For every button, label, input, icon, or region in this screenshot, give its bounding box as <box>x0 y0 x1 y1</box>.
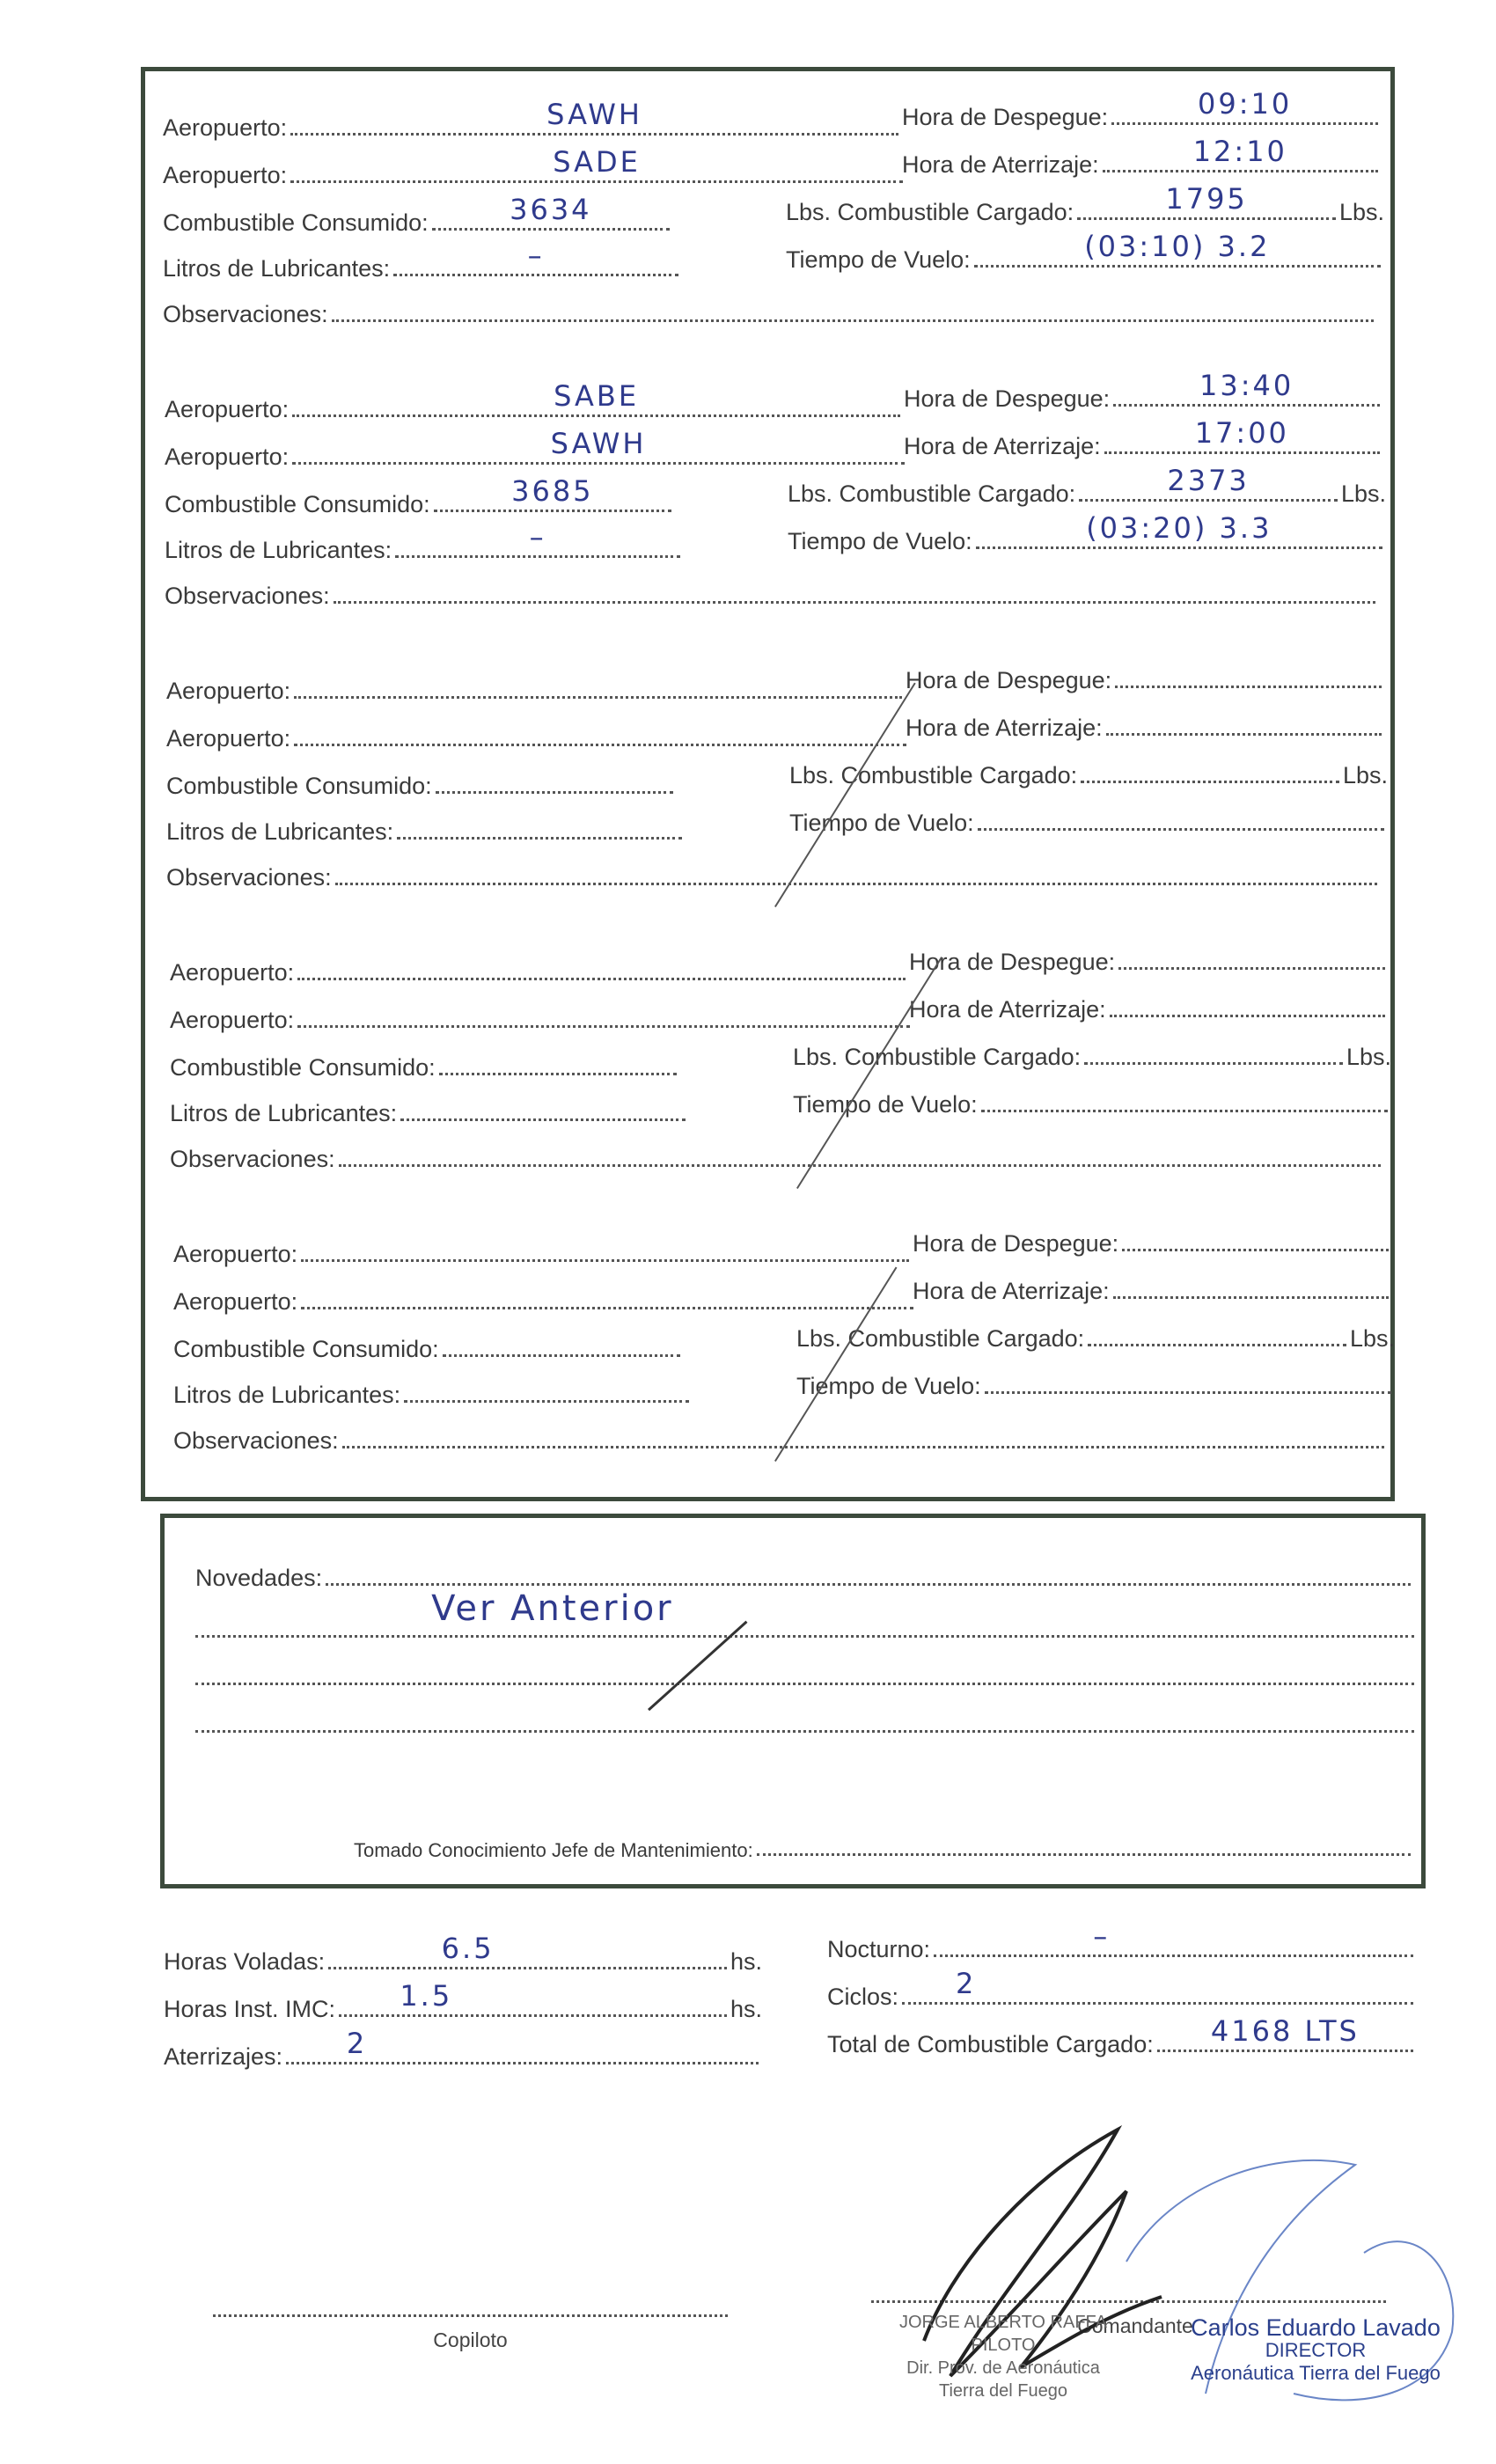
total-combustible-value: 4168 LTS <box>1210 2014 1360 2048</box>
leg-1-hora-despegue-label: Hora de Despegue: <box>902 104 1109 130</box>
leg-1-hora-despegue-field[interactable] <box>1111 87 1378 125</box>
tomado-conocimiento-row <box>354 1839 1414 1862</box>
leg-3-lbs-cargado-unit: Lbs. <box>1342 762 1388 788</box>
leg-5-aeropuerto-origen-field[interactable] <box>301 1258 909 1262</box>
leg-5-litros-lubricantes-field[interactable] <box>404 1399 689 1403</box>
leg-4-aeropuerto-destino-row <box>170 1007 913 1034</box>
novedades-field[interactable] <box>326 1582 1411 1629</box>
novedades-value: Ver Anterior <box>431 1588 674 1629</box>
horas-voladas-field[interactable] <box>328 1932 727 1969</box>
leg-3-litros-lubricantes-label: Litros de Lubricantes: <box>166 818 394 845</box>
comandante-caption: Comandante <box>1077 2314 1193 2337</box>
leg-5-hora-despegue-row <box>913 1230 1392 1258</box>
leg-1-hora-aterrizaje-label: Hora de Aterrizaje: <box>902 151 1099 178</box>
leg-1-litros-lubricantes-field[interactable] <box>393 238 678 276</box>
leg-4-tiempo-vuelo-field[interactable] <box>981 1109 1388 1112</box>
leg-3-tiempo-vuelo-label: Tiempo de Vuelo: <box>789 810 974 836</box>
leg-1-tiempo-vuelo-field[interactable] <box>974 230 1381 268</box>
director-stamp-line-3: Aeronáutica Tierra del Fuego <box>1191 2362 1441 2384</box>
leg-4-hora-aterrizaje-row <box>909 996 1389 1023</box>
total-combustible-field[interactable] <box>1157 2014 1413 2052</box>
leg-2-hora-despegue-value: 13:40 <box>1199 369 1294 402</box>
leg-5-combustible-consumido-field[interactable] <box>443 1353 680 1357</box>
nocturno-value: – <box>1093 1919 1111 1953</box>
leg-5-combustible-consumido-label: Combustible Consumido: <box>173 1336 439 1362</box>
leg-2-aeropuerto-destino-value: SAWH <box>550 427 647 460</box>
novedades-line-4[interactable] <box>195 1730 1414 1733</box>
leg-2-hora-despegue-field[interactable] <box>1113 369 1380 407</box>
horas-imc-row <box>164 1979 762 2023</box>
leg-1-aeropuerto-origen-row <box>163 98 902 142</box>
horas-voladas-label: Horas Voladas: <box>164 1948 326 1975</box>
leg-1-observaciones-field[interactable] <box>332 319 1374 322</box>
leg-1-hora-aterrizaje-field[interactable] <box>1103 135 1378 172</box>
leg-2-lbs-cargado-unit: Lbs. <box>1340 480 1386 507</box>
nocturno-row <box>827 1919 1417 1963</box>
leg-4-hora-despegue-row <box>909 949 1389 976</box>
director-stamp-line-1: Carlos Eduardo Lavado <box>1191 2314 1441 2341</box>
nocturno-field[interactable] <box>934 1919 1413 1957</box>
aterrizajes-field[interactable] <box>286 2027 759 2064</box>
leg-3-hora-aterrizaje-row <box>906 715 1385 742</box>
leg-1-litros-lubricantes-label: Litros de Lubricantes: <box>163 255 391 282</box>
leg-4-aeropuerto-destino-field[interactable] <box>297 1024 910 1028</box>
aterrizajes-label: Aterrizajes: <box>164 2043 283 2070</box>
leg-5-hora-despegue-label: Hora de Despegue: <box>913 1230 1119 1257</box>
leg-3-aeropuerto-origen-field[interactable] <box>294 695 902 699</box>
leg-4-aeropuerto-origen-row <box>170 959 909 986</box>
leg-2-observaciones-label: Observaciones: <box>165 583 330 609</box>
leg-2-litros-lubricantes-label: Litros de Lubricantes: <box>165 537 392 563</box>
leg-2-observaciones-row <box>165 583 1379 610</box>
leg-2-combustible-consumido-value: 3685 <box>511 474 594 508</box>
leg-3-lbs-cargado-label: Lbs. Combustible Cargado: <box>789 762 1078 788</box>
leg-4-litros-lubricantes-field[interactable] <box>400 1118 686 1121</box>
leg-4-aeropuerto-origen-label: Aeropuerto: <box>170 959 295 986</box>
leg-2-lbs-cargado-label: Lbs. Combustible Cargado: <box>788 480 1076 507</box>
leg-1-lbs-cargado-value: 1795 <box>1165 182 1248 216</box>
leg-1-aeropuerto-destino-field[interactable] <box>290 145 903 183</box>
leg-2-hora-despegue-row <box>904 369 1383 413</box>
aterrizajes-row <box>164 2027 762 2071</box>
leg-1-aeropuerto-origen-label: Aeropuerto: <box>163 114 288 141</box>
leg-1-lbs-cargado-field[interactable] <box>1077 182 1336 220</box>
leg-1-hora-despegue-row <box>902 87 1382 131</box>
horas-imc-label: Horas Inst. IMC: <box>164 1996 336 2022</box>
leg-1-lbs-cargado-label: Lbs. Combustible Cargado: <box>786 199 1074 225</box>
leg-3-combustible-consumido-field[interactable] <box>436 790 673 794</box>
leg-1-observaciones-label: Observaciones: <box>163 301 328 327</box>
ciclos-label: Ciclos: <box>827 1984 899 2010</box>
aterrizajes-value: 2 <box>346 2027 368 2060</box>
total-combustible-label: Total de Combustible Cargado: <box>827 2031 1154 2057</box>
leg-4-lbs-cargado-label: Lbs. Combustible Cargado: <box>793 1044 1082 1070</box>
leg-5-observaciones-field[interactable] <box>342 1445 1384 1448</box>
leg-2-hora-despegue-label: Hora de Despegue: <box>904 385 1111 412</box>
leg-5-aeropuerto-destino-label: Aeropuerto: <box>173 1288 298 1315</box>
director-stamp <box>1170 2316 1461 2385</box>
leg-3-litros-lubricantes-field[interactable] <box>397 836 682 840</box>
leg-3-observaciones-row <box>166 864 1381 891</box>
leg-2-hora-aterrizaje-row <box>904 416 1383 460</box>
leg-3-hora-aterrizaje-field[interactable] <box>1106 732 1382 736</box>
leg-2-lbs-cargado-value: 2373 <box>1167 464 1250 497</box>
leg-3-tiempo-vuelo-field[interactable] <box>978 827 1384 831</box>
leg-2-combustible-consumido-label: Combustible Consumido: <box>165 491 430 517</box>
leg-3-hora-despegue-row <box>906 667 1385 694</box>
horas-voladas-value: 6.5 <box>441 1932 495 1965</box>
leg-4-observaciones-label: Observaciones: <box>170 1146 335 1172</box>
leg-2-aeropuerto-origen-value: SABE <box>554 379 640 413</box>
leg-5-observaciones-label: Observaciones: <box>173 1427 339 1454</box>
leg-2-litros-lubricantes-value: – <box>529 520 546 554</box>
horas-imc-field[interactable] <box>339 1979 727 2017</box>
leg-5-tiempo-vuelo-label: Tiempo de Vuelo: <box>796 1373 981 1399</box>
leg-2-tiempo-vuelo-row <box>788 511 1386 555</box>
ciclos-value: 2 <box>955 1967 977 2000</box>
leg-1-aeropuerto-destino-label: Aeropuerto: <box>163 162 288 188</box>
leg-1-combustible-consumido-label: Combustible Consumido: <box>163 209 429 236</box>
leg-4-litros-lubricantes-row <box>170 1100 689 1127</box>
leg-1-lbs-cargado-row <box>786 182 1384 226</box>
ciclos-field[interactable] <box>902 1967 1413 2005</box>
leg-4-combustible-consumido-label: Combustible Consumido: <box>170 1054 436 1081</box>
leg-4-hora-despegue-label: Hora de Despegue: <box>909 949 1116 975</box>
leg-5-aeropuerto-destino-field[interactable] <box>301 1306 913 1309</box>
leg-4-observaciones-row <box>170 1146 1384 1173</box>
leg-5-hora-despegue-field[interactable] <box>1122 1248 1389 1251</box>
leg-3-observaciones-label: Observaciones: <box>166 864 332 891</box>
novedades-label: Novedades: <box>195 1565 323 1591</box>
leg-1-hora-aterrizaje-row <box>902 135 1382 179</box>
leg-3-lbs-cargado-field[interactable] <box>1081 780 1339 783</box>
horas-imc-unit: hs. <box>730 1996 762 2022</box>
leg-2-lbs-cargado-field[interactable] <box>1079 464 1338 502</box>
tomado-conocimiento-label: Tomado Conocimiento Jefe de Mantenimiento: <box>354 1839 753 1861</box>
leg-1-aeropuerto-origen-field[interactable] <box>290 98 898 136</box>
leg-3-observaciones-field[interactable] <box>335 882 1377 885</box>
leg-2-aeropuerto-destino-label: Aeropuerto: <box>165 444 290 470</box>
novedades-row <box>195 1565 1414 1629</box>
leg-2-combustible-consumido-field[interactable] <box>434 474 671 512</box>
horas-imc-value: 1.5 <box>400 1979 453 2013</box>
leg-4-aeropuerto-origen-field[interactable] <box>297 977 906 980</box>
leg-5-hora-aterrizaje-label: Hora de Aterrizaje: <box>913 1278 1110 1304</box>
leg-3-aeropuerto-origen-row <box>166 678 906 705</box>
leg-5-tiempo-vuelo-field[interactable] <box>985 1390 1391 1394</box>
pilot-stamp-line-4: Tierra del Fuego <box>939 2381 1067 2401</box>
novedades-line-2[interactable] <box>195 1635 1414 1638</box>
pilot-stamp-line-2: PILOTO <box>971 2336 1036 2355</box>
pilot-stamp-line-3: Dir. Prov. de Aeronáutica <box>906 2358 1100 2378</box>
leg-1-litros-lubricantes-value: – <box>527 238 545 272</box>
leg-2-litros-lubricantes-field[interactable] <box>395 520 680 558</box>
leg-2-aeropuerto-destino-row <box>165 427 908 471</box>
leg-2-tiempo-vuelo-field[interactable] <box>976 511 1382 549</box>
director-stamp-line-2: DIRECTOR <box>1265 2339 1367 2361</box>
leg-5-litros-lubricantes-label: Litros de Lubricantes: <box>173 1382 401 1408</box>
leg-2-tiempo-vuelo-value: (03:20) 3.3 <box>1086 511 1272 545</box>
leg-4-combustible-consumido-field[interactable] <box>439 1072 677 1075</box>
leg-4-aeropuerto-destino-label: Aeropuerto: <box>170 1007 295 1033</box>
pilot-stamp-line-1: JORGE ALBERTO RAFFA <box>899 2313 1107 2332</box>
leg-4-hora-aterrizaje-label: Hora de Aterrizaje: <box>909 996 1106 1023</box>
leg-2-combustible-consumido-row <box>165 474 675 518</box>
copiloto-caption: Copiloto <box>433 2328 508 2351</box>
leg-3-hora-despegue-field[interactable] <box>1115 685 1382 688</box>
ciclos-row <box>827 1967 1417 2011</box>
leg-5-tiempo-vuelo-row <box>796 1373 1395 1400</box>
leg-3-combustible-consumido-row <box>166 773 677 800</box>
pilot-stamp <box>862 2311 1144 2402</box>
leg-1-combustible-consumido-value: 3634 <box>510 193 592 226</box>
leg-2-hora-aterrizaje-label: Hora de Aterrizaje: <box>904 433 1101 459</box>
leg-1-tiempo-vuelo-label: Tiempo de Vuelo: <box>786 246 971 273</box>
leg-3-combustible-consumido-label: Combustible Consumido: <box>166 773 432 799</box>
leg-1-combustible-consumido-row <box>163 193 673 237</box>
leg-3-lbs-cargado-row <box>789 762 1388 789</box>
leg-3-aeropuerto-destino-row <box>166 725 910 752</box>
leg-1-tiempo-vuelo-value: (03:10) 3.2 <box>1084 230 1271 263</box>
leg-1-combustible-consumido-field[interactable] <box>432 193 670 231</box>
leg-1-aeropuerto-destino-value: SADE <box>553 145 641 179</box>
leg-2-aeropuerto-destino-field[interactable] <box>292 427 905 465</box>
leg-3-litros-lubricantes-row <box>166 818 686 846</box>
leg-1-lbs-cargado-unit: Lbs. <box>1338 199 1384 225</box>
leg-3-hora-despegue-label: Hora de Despegue: <box>906 667 1112 693</box>
leg-1-aeropuerto-origen-value: SAWH <box>546 98 642 131</box>
leg-4-observaciones-field[interactable] <box>339 1163 1381 1167</box>
leg-5-hora-aterrizaje-field[interactable] <box>1113 1295 1389 1299</box>
leg-1-observaciones-row <box>163 301 1377 328</box>
leg-1-aeropuerto-destino-row <box>163 145 906 189</box>
leg-4-lbs-cargado-field[interactable] <box>1084 1061 1343 1065</box>
leg-2-lbs-cargado-row <box>788 464 1386 508</box>
leg-4-litros-lubricantes-label: Litros de Lubricantes: <box>170 1100 398 1126</box>
leg-5-combustible-consumido-row <box>173 1336 684 1363</box>
total-combustible-row <box>827 2014 1417 2058</box>
leg-5-hora-aterrizaje-row <box>913 1278 1392 1305</box>
novedades-line-3[interactable] <box>195 1683 1414 1685</box>
leg-3-aeropuerto-destino-label: Aeropuerto: <box>166 725 291 752</box>
leg-5-aeropuerto-origen-label: Aeropuerto: <box>173 1241 298 1267</box>
tomado-conocimiento-field[interactable] <box>757 1852 1411 1856</box>
leg-5-lbs-cargado-label: Lbs. Combustible Cargado: <box>796 1325 1085 1352</box>
leg-1-tiempo-vuelo-row <box>786 230 1384 274</box>
leg-3-tiempo-vuelo-row <box>789 810 1388 837</box>
leg-5-lbs-cargado-row <box>796 1325 1395 1353</box>
leg-4-hora-despegue-field[interactable] <box>1118 966 1385 970</box>
leg-4-tiempo-vuelo-row <box>793 1091 1391 1118</box>
leg-4-tiempo-vuelo-label: Tiempo de Vuelo: <box>793 1091 978 1118</box>
leg-5-lbs-cargado-field[interactable] <box>1088 1343 1346 1346</box>
leg-1-hora-despegue-value: 09:10 <box>1197 87 1293 121</box>
leg-5-lbs-cargado-unit: Lbs. <box>1349 1325 1395 1352</box>
leg-2-tiempo-vuelo-label: Tiempo de Vuelo: <box>788 528 972 554</box>
horas-voladas-unit: hs. <box>730 1948 762 1975</box>
leg-5-litros-lubricantes-row <box>173 1382 693 1409</box>
leg-2-aeropuerto-origen-row <box>165 379 904 423</box>
leg-3-aeropuerto-origen-label: Aeropuerto: <box>166 678 291 704</box>
leg-1-hora-aterrizaje-value: 12:10 <box>1192 135 1287 168</box>
leg-3-aeropuerto-destino-field[interactable] <box>294 743 906 746</box>
horas-voladas-row <box>164 1932 762 1976</box>
leg-5-aeropuerto-destino-row <box>173 1288 917 1316</box>
leg-4-lbs-cargado-unit: Lbs. <box>1346 1044 1391 1070</box>
leg-4-hora-aterrizaje-field[interactable] <box>1110 1014 1385 1017</box>
leg-4-combustible-consumido-row <box>170 1054 680 1082</box>
copiloto-signature-line[interactable] <box>213 2314 728 2317</box>
leg-1-litros-lubricantes-row <box>163 238 682 282</box>
leg-2-aeropuerto-origen-label: Aeropuerto: <box>165 396 290 422</box>
leg-5-aeropuerto-origen-row <box>173 1241 913 1268</box>
leg-2-litros-lubricantes-row <box>165 520 684 564</box>
leg-3-hora-aterrizaje-label: Hora de Aterrizaje: <box>906 715 1103 741</box>
leg-2-observaciones-field[interactable] <box>334 600 1375 604</box>
leg-2-hora-aterrizaje-field[interactable] <box>1104 416 1380 454</box>
leg-2-aeropuerto-origen-field[interactable] <box>292 379 900 417</box>
nocturno-label: Nocturno: <box>827 1936 931 1962</box>
leg-2-hora-aterrizaje-value: 17:00 <box>1194 416 1289 450</box>
